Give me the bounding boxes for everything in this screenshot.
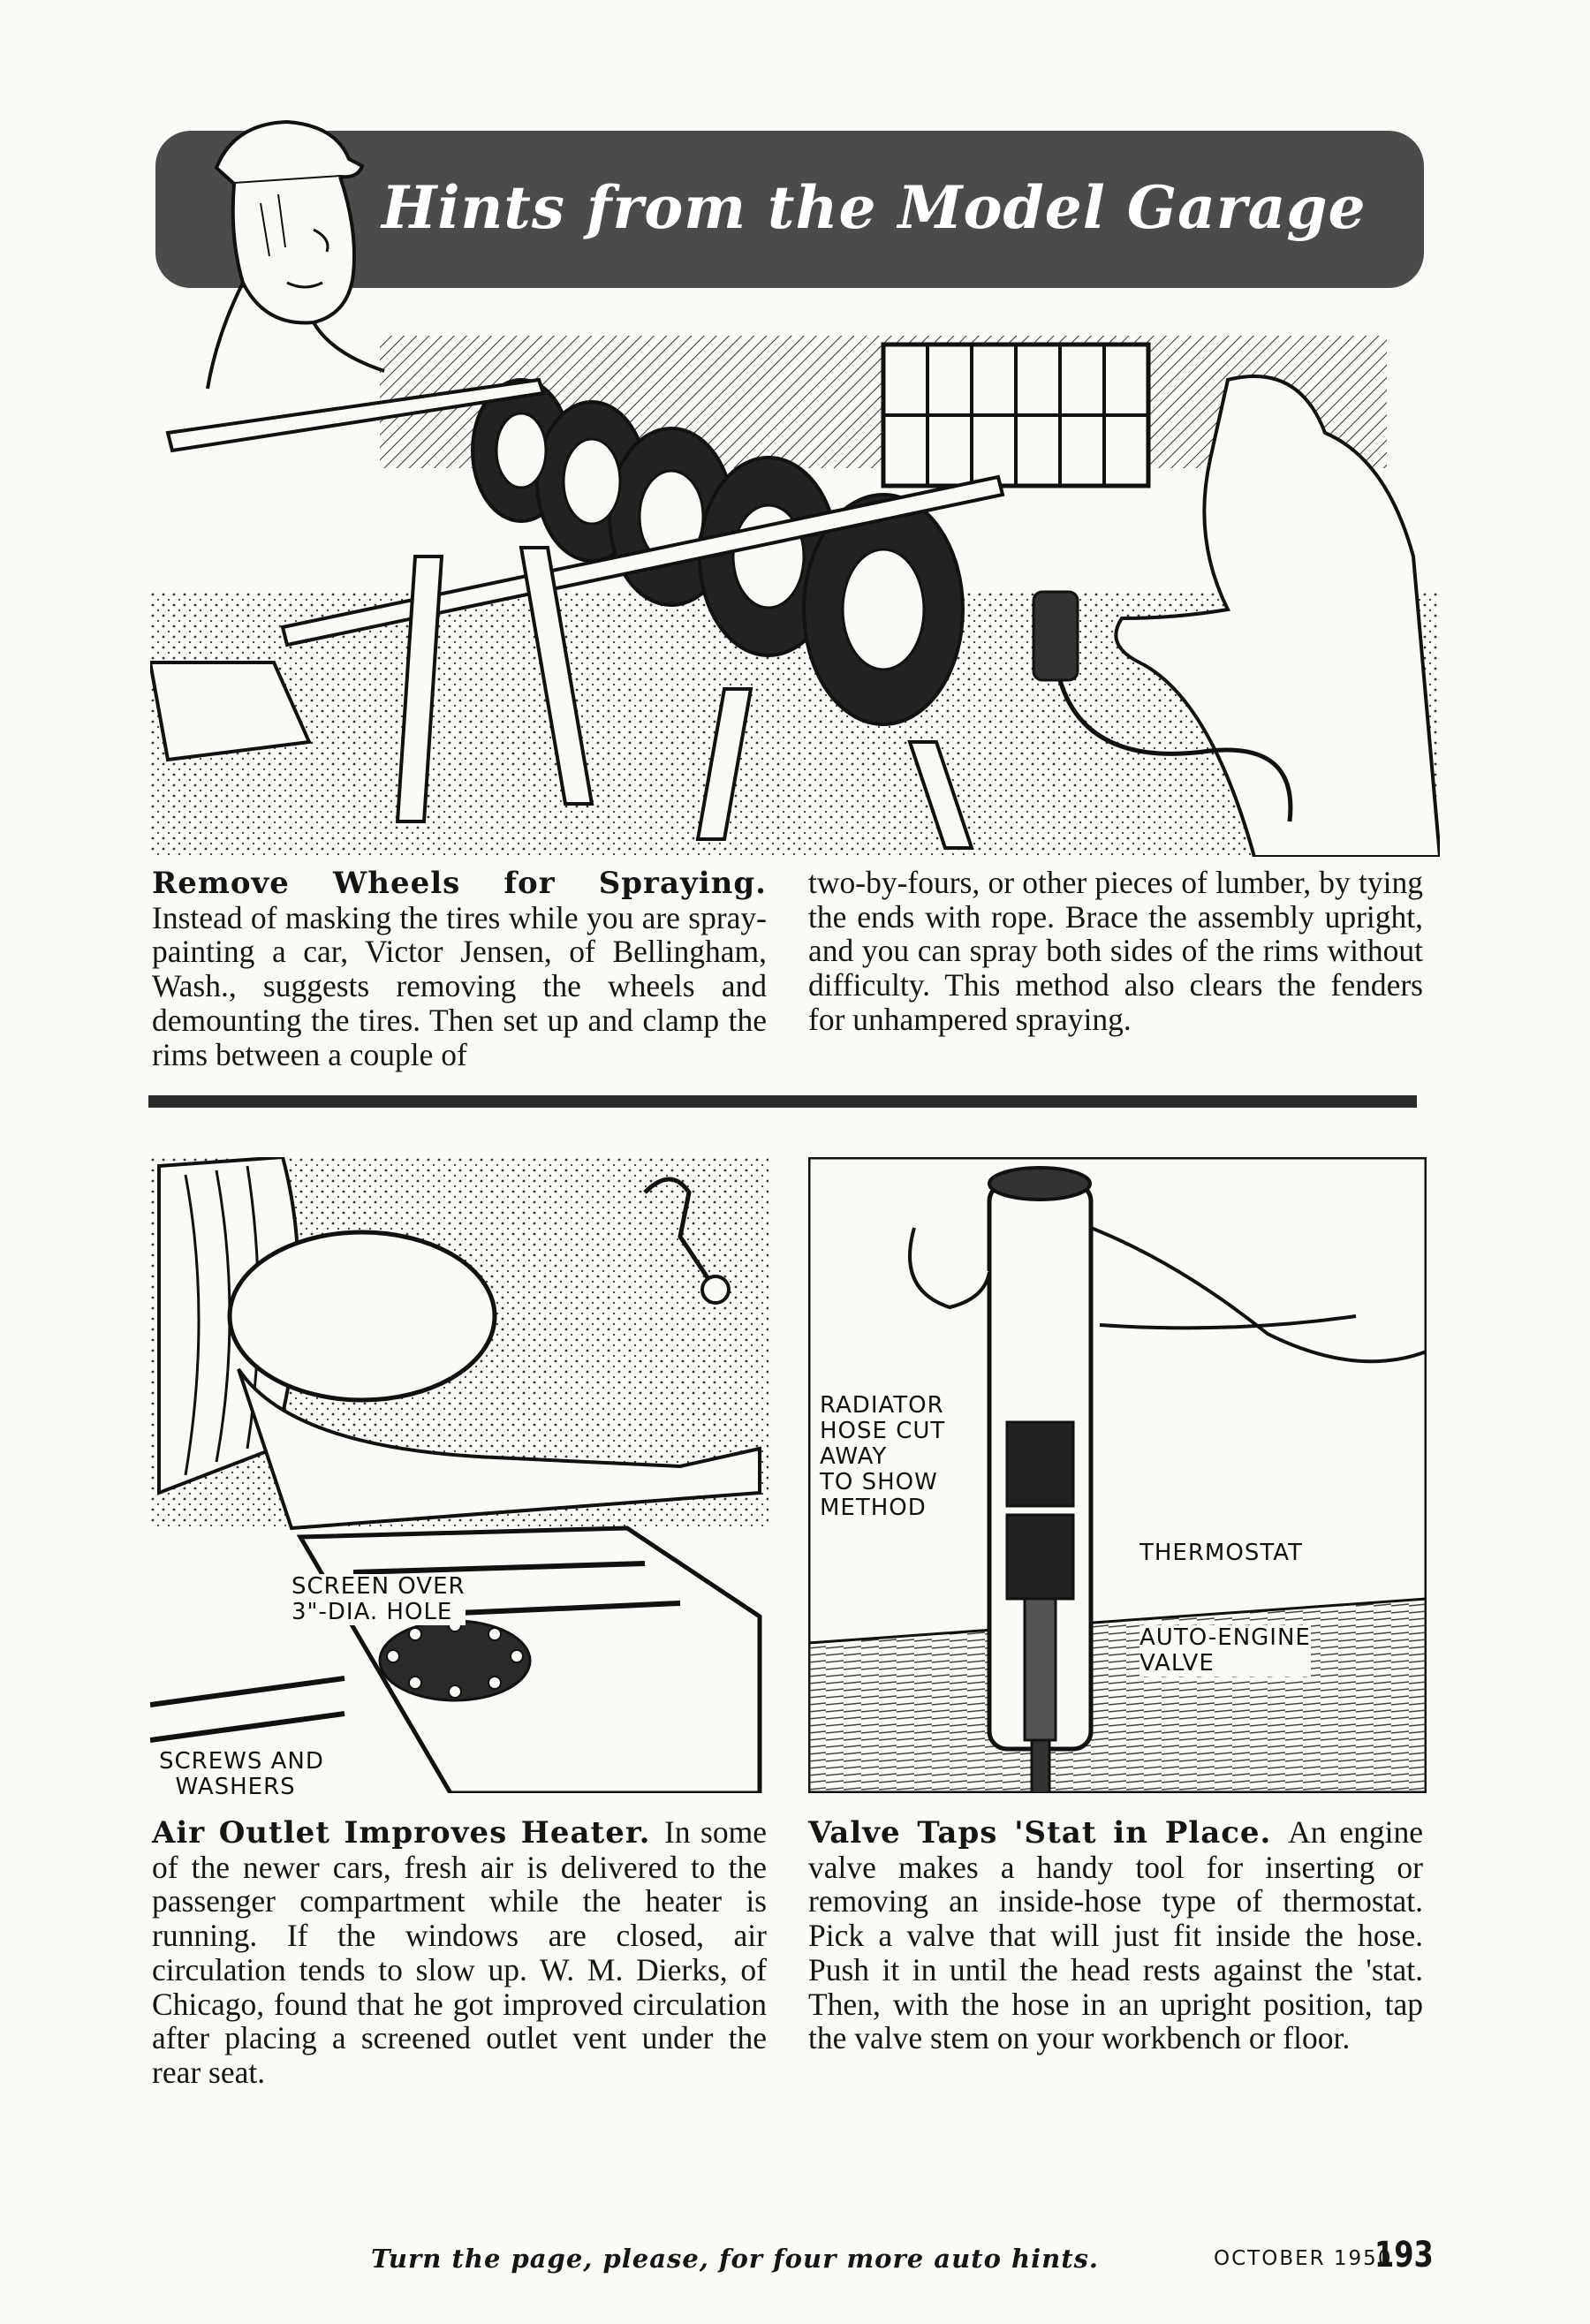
article-air-outlet [152,1815,767,2090]
article-body-remove-wheels-continued: two-by-fours, or other pieces of lumber, by tying the ends with rope. Brace the assembly upright, and you can spray both sides of the rims without difficulty. This method also clears the fenders for unhampered spraying. [808,865,1423,1037]
footer-page-number: 193 [1374,2235,1434,2275]
callout-screws-and-washers: SCREWS AND WASHERS [159,1748,324,1800]
header-title: Hints from the Model Garage [382,173,1367,242]
wheel-spraying-illustration [150,327,1440,857]
callout-auto-engine-valve: AUTO-ENGINE VALVE [1140,1624,1311,1677]
article-body-remove-wheels: Instead of masking the tires while you are spray-painting a car, Victor Jensen, of Bellingham, Wash., suggests removing the wheels and demounting the tires. Then set up and clamp the rims between a couple of [152,899,767,1072]
article-remove-wheels-col1 [152,866,767,1071]
callout-radiator-hose: RADIATOR HOSE CUT AWAY TO SHOW METHOD [820,1392,946,1521]
footer-issue-date: OCTOBER 1950 [1214,2247,1393,2270]
headline-remove-wheels: Remove Wheels for Spraying. [152,866,767,901]
footer-tagline: Turn the page, please, for four more auto hints. [371,2244,1100,2274]
article-body-valve-taps: An engine valve makes a handy tool for inserting or removing an inside-hose type of thermostat. Pick a valve that will just fit inside the hose. Push it in until the head rests against the 'stat. Then, with the hose in an upright position, tap the valve stem on your workbench or floor. [808,1814,1423,2056]
headline-air-outlet: Air Outlet Improves Heater. [152,1815,664,1851]
article-valve-taps [808,1815,1423,2055]
callout-thermostat: THERMOSTAT [1140,1540,1303,1566]
callout-screen-over-hole: SCREEN OVER 3"-DIA. HOLE [292,1573,466,1625]
article-remove-wheels-col2 [808,866,1423,1037]
car-seat-illustration [150,1157,768,1793]
article-body-air-outlet: In some of the newer cars, fresh air is delivered to the passenger compartment while the heater is running. If the windows are closed, air circulation tends to slow up. W. M. Dierks, of Chicago, found that he got improved circulation after placing a screened outlet vent under the rear seat. [152,1814,767,2090]
headline-valve-taps: Valve Taps 'Stat in Place. [808,1815,1289,1851]
section-divider [148,1095,1417,1108]
